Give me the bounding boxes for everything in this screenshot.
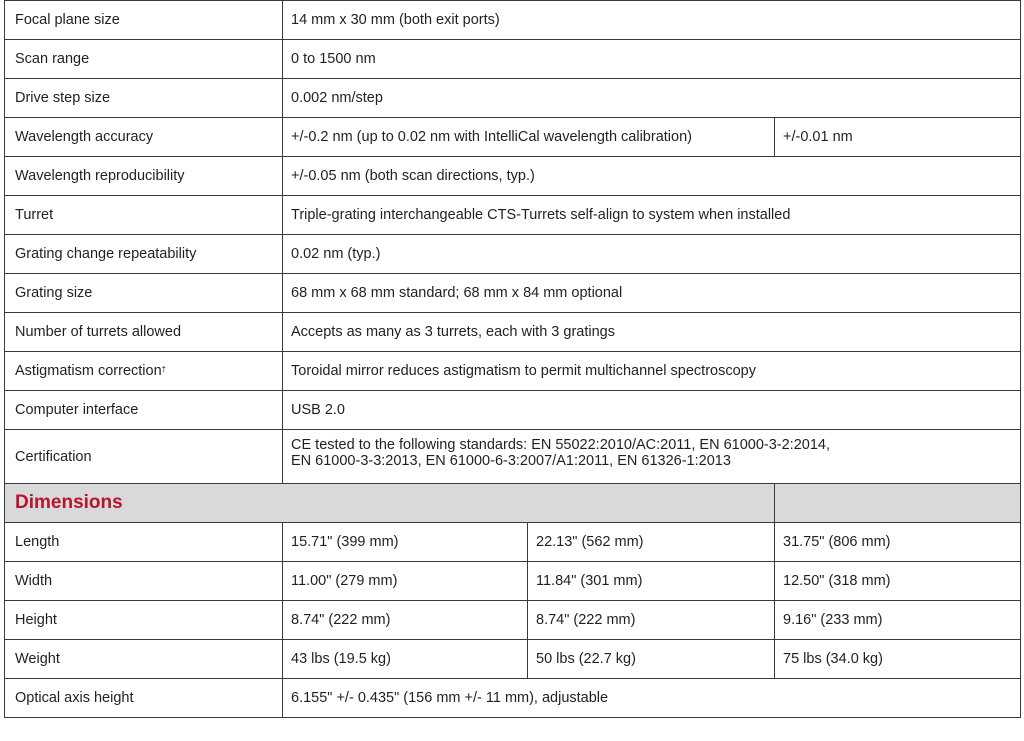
dimension-value: 9.16" (233 mm) bbox=[775, 601, 1021, 640]
section-title-cell bbox=[5, 484, 775, 523]
spec-value: Toroidal mirror reduces astigmatism to permit multichannel spectroscopy bbox=[283, 352, 1021, 391]
dimension-value: 12.50" (318 mm) bbox=[775, 562, 1021, 601]
spec-label: Grating size bbox=[5, 274, 283, 313]
spec-value: 68 mm x 68 mm standard; 68 mm x 84 mm optional bbox=[283, 274, 1021, 313]
dimension-value: 50 lbs (22.7 kg) bbox=[528, 640, 775, 679]
spec-label: Astigmatism correction bbox=[15, 363, 162, 379]
spec-value: +/-0.2 nm (up to 0.02 nm with IntelliCal wavelength calibration) bbox=[283, 118, 775, 157]
dimension-row-length bbox=[5, 523, 1021, 562]
spec-row-computer-interface bbox=[5, 391, 1021, 430]
spec-value: +/-0.05 nm (both scan directions, typ.) bbox=[283, 157, 1021, 196]
section-header-empty-cell bbox=[775, 484, 1021, 523]
dimension-value: 43 lbs (19.5 kg) bbox=[283, 640, 528, 679]
dimension-row-height bbox=[5, 601, 1021, 640]
spec-label: Computer interface bbox=[5, 391, 283, 430]
spec-row-wavelength-accuracy bbox=[5, 118, 1021, 157]
certification-line-1: CE tested to the following standards: EN 55022:2010/AC:2011, EN 61000-3-2:2014, bbox=[291, 437, 830, 453]
spec-value: Triple-grating interchangeable CTS-Turrets self-align to system when installed bbox=[283, 196, 1021, 235]
dimension-value: 75 lbs (34.0 kg) bbox=[775, 640, 1021, 679]
spec-row-turret bbox=[5, 196, 1021, 235]
spec-row-scan-range bbox=[5, 40, 1021, 79]
section-header-dimensions bbox=[5, 484, 1021, 523]
dimension-value: 8.74" (222 mm) bbox=[528, 601, 775, 640]
spec-label: Wavelength accuracy bbox=[5, 118, 283, 157]
dimension-label: Optical axis height bbox=[5, 679, 283, 718]
spec-value: 0.02 nm (typ.) bbox=[283, 235, 1021, 274]
spec-row-astigmatism-correction bbox=[5, 352, 1021, 391]
dimension-value: 11.00" (279 mm) bbox=[283, 562, 528, 601]
spec-label: Scan range bbox=[5, 40, 283, 79]
spec-label: Certification bbox=[5, 430, 283, 484]
spec-table bbox=[4, 0, 1021, 718]
spec-value: 0.002 nm/step bbox=[283, 79, 1021, 118]
spec-label: Drive step size bbox=[5, 79, 283, 118]
dimension-value: 6.155" +/- 0.435" (156 mm +/- 11 mm), adjustable bbox=[283, 679, 1021, 718]
footnote-marker: † bbox=[161, 365, 167, 374]
dimension-value: 15.71" (399 mm) bbox=[283, 523, 528, 562]
spec-label: Focal plane size bbox=[5, 1, 283, 40]
spec-label: Wavelength reproducibility bbox=[5, 157, 283, 196]
spec-row-drive-step-size bbox=[5, 79, 1021, 118]
spec-label: Grating change repeatability bbox=[5, 235, 283, 274]
dimension-label: Height bbox=[5, 601, 283, 640]
spec-label: Number of turrets allowed bbox=[5, 313, 283, 352]
dimension-value: 31.75" (806 mm) bbox=[775, 523, 1021, 562]
certification-line-2: EN 61000-3-3:2013, EN 61000-6-3:2007/A1:2011, EN 61326-1:2013 bbox=[291, 453, 731, 469]
spec-row-grating-size bbox=[5, 274, 1021, 313]
spec-row-wavelength-reproducibility bbox=[5, 157, 1021, 196]
dimension-value: 11.84" (301 mm) bbox=[528, 562, 775, 601]
dimension-label: Length bbox=[5, 523, 283, 562]
dimension-row-weight bbox=[5, 640, 1021, 679]
dimension-label: Weight bbox=[5, 640, 283, 679]
spec-value-secondary: +/-0.01 nm bbox=[775, 118, 1021, 157]
dimension-row-width bbox=[5, 562, 1021, 601]
spec-value: 14 mm x 30 mm (both exit ports) bbox=[283, 1, 1021, 40]
spec-row-certification bbox=[5, 430, 1021, 484]
spec-value: USB 2.0 bbox=[283, 391, 1021, 430]
spec-label-cell bbox=[5, 352, 283, 391]
spec-row-grating-change-repeatability bbox=[5, 235, 1021, 274]
spec-row-focal-plane-size bbox=[5, 1, 1021, 40]
spec-row-number-of-turrets bbox=[5, 313, 1021, 352]
spec-value: 0 to 1500 nm bbox=[283, 40, 1021, 79]
spec-value-cell bbox=[283, 430, 1021, 484]
dimension-value: 22.13" (562 mm) bbox=[528, 523, 775, 562]
spec-label: Turret bbox=[5, 196, 283, 235]
dimension-row-optical-axis-height bbox=[5, 679, 1021, 718]
dimension-label: Width bbox=[5, 562, 283, 601]
section-title: Dimensions bbox=[15, 491, 123, 513]
spec-value: Accepts as many as 3 turrets, each with 3 gratings bbox=[283, 313, 1021, 352]
dimension-value: 8.74" (222 mm) bbox=[283, 601, 528, 640]
